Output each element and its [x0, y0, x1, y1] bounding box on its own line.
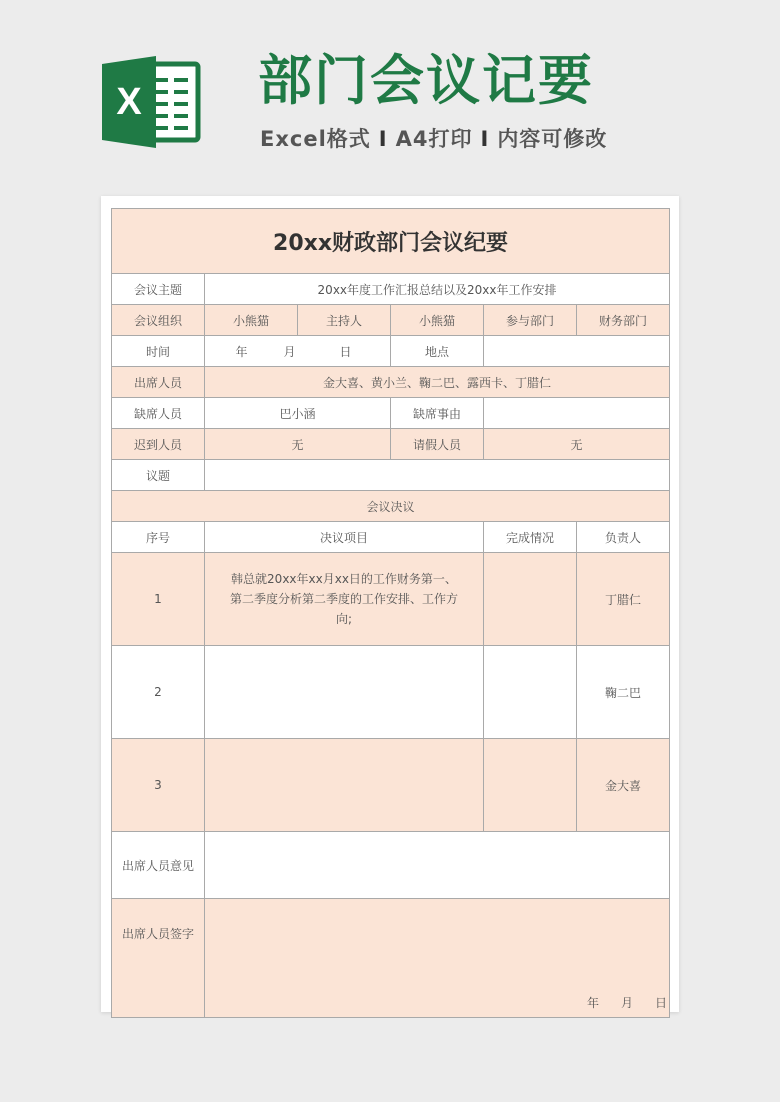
owner-cell[interactable]: 鞠二巴 [577, 646, 670, 739]
day-label: 日 [655, 996, 668, 1010]
row-no: 3 [112, 739, 205, 832]
owner-cell[interactable]: 丁腊仁 [577, 553, 670, 646]
decision-item-cell[interactable] [205, 739, 484, 832]
print-label: A4打印 [395, 127, 473, 151]
status-cell[interactable] [484, 553, 577, 646]
year-label: 年 [235, 344, 248, 359]
agenda-cell[interactable] [205, 460, 670, 491]
late-cell[interactable]: 无 [205, 429, 391, 460]
late-label: 迟到人员 [112, 429, 205, 460]
col-header-status: 完成情况 [484, 522, 577, 553]
place-cell[interactable] [484, 336, 670, 367]
host-cell[interactable]: 小熊猫 [391, 305, 484, 336]
separator: I [480, 127, 490, 151]
time-label: 时间 [112, 336, 205, 367]
agenda-label: 议题 [112, 460, 205, 491]
col-header-item: 决议项目 [205, 522, 484, 553]
time-cell[interactable] [205, 336, 391, 367]
decision-header: 会议决议 [112, 491, 670, 522]
status-cell[interactable] [484, 646, 577, 739]
absence-reason-cell[interactable] [484, 398, 670, 429]
day-label: 日 [339, 344, 352, 359]
absentees-cell[interactable]: 巴小涵 [205, 398, 391, 429]
svg-text:X: X [116, 81, 142, 123]
department-label: 参与部门 [484, 305, 577, 336]
leave-cell[interactable]: 无 [484, 429, 670, 460]
year-label: 年 [587, 996, 600, 1010]
col-header-no: 序号 [112, 522, 205, 553]
department-cell[interactable]: 财务部门 [577, 305, 670, 336]
host-label: 主持人 [298, 305, 391, 336]
month-label: 月 [283, 344, 296, 359]
signature-cell[interactable] [205, 899, 670, 1018]
owner-cell[interactable]: 金大喜 [577, 739, 670, 832]
signature-label: 出席人员签字 [112, 899, 205, 1018]
decision-item-cell[interactable] [205, 646, 484, 739]
sheet-title[interactable]: 20xx财政部门会议纪要 [112, 209, 670, 274]
opinion-label: 出席人员意见 [112, 832, 205, 899]
absentees-label: 缺席人员 [112, 398, 205, 429]
topic-label: 会议主题 [112, 274, 205, 305]
organizer-label: 会议组织 [112, 305, 205, 336]
banner-subtitle [260, 122, 607, 156]
place-label: 地点 [391, 336, 484, 367]
excel-logo-icon [100, 54, 202, 150]
leave-label: 请假人员 [391, 429, 484, 460]
col-header-owner: 负责人 [577, 522, 670, 553]
format-label: Excel格式 [260, 127, 371, 151]
meeting-minutes-table [111, 208, 670, 1018]
organizer-cell[interactable]: 小熊猫 [205, 305, 298, 336]
attendees-cell[interactable]: 金大喜、黄小兰、鞠二巴、露西卡、丁腊仁 [205, 367, 670, 398]
signature-date [565, 994, 667, 1011]
separator: I [378, 127, 388, 151]
topic-cell[interactable]: 20xx年度工作汇报总结以及20xx年工作安排 [205, 274, 670, 305]
banner-title: 部门会议记要 [258, 49, 594, 112]
opinion-cell[interactable] [205, 832, 670, 899]
month-label: 月 [621, 996, 634, 1010]
status-cell[interactable] [484, 739, 577, 832]
document-page [101, 196, 679, 1012]
row-no: 1 [112, 553, 205, 646]
absence-reason-label: 缺席事由 [391, 398, 484, 429]
editable-label: 内容可修改 [497, 127, 608, 151]
attendees-label: 出席人员 [112, 367, 205, 398]
row-no: 2 [112, 646, 205, 739]
decision-item-cell[interactable]: 韩总就20xx年xx月xx日的工作财务第一、第二季度分析第二季度的工作安排、工作方向; [205, 553, 484, 646]
